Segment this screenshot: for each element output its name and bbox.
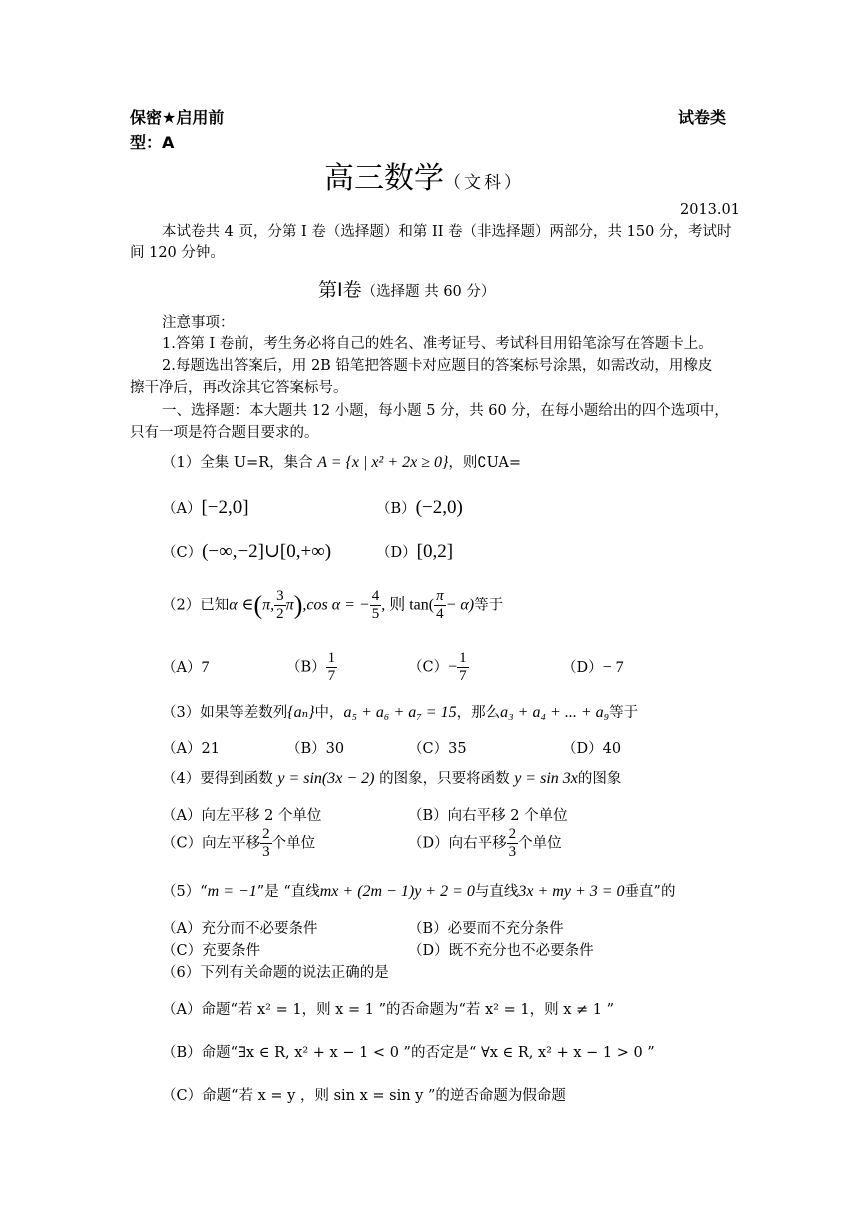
q1-a-value: [−2,0] [201,497,249,518]
q2-b-num: 1 [327,650,336,666]
q4-c-pre: （C）向左平移 [162,835,261,852]
q2-b-fraction [326,650,338,685]
exam-date: 2013.01 [680,202,740,218]
q2-d-label: （D） [562,660,603,676]
q5-line-2: 3x + my + 3 = 0 [518,883,625,900]
q4-pre: （4）要得到函数 [162,771,273,787]
section-note: （选择题 共 60 分） [361,284,496,300]
q4-c-post: 个单位 [271,835,316,852]
q2-post: 等于 [474,597,504,614]
q2-minus: − α) [445,596,475,614]
q2-b-label: （B） [286,659,326,676]
q4-mid: 的图象，只要将函数 [379,771,510,787]
q2-fraction-pi-4 [434,588,446,623]
q2-close-paren: ) [293,590,303,620]
section-title: 第Ⅰ卷 [318,279,362,301]
q2-option-b [286,650,337,685]
q2-fraction-4-5 [370,588,382,623]
q1-b-label: （B） [376,501,416,517]
q4-option-c [162,826,315,861]
q3-post: 等于 [609,705,639,721]
question-4-stem [162,769,621,789]
q1-c-value: (−∞,−2]∪[0,+∞) [202,541,332,562]
q2-pi2: π [285,596,294,614]
q2-c-num: 1 [459,650,467,666]
q2-option-c [408,650,469,685]
intro-line-1: 本试卷共 4 页，分第 I 卷（选择题）和第 II 卷（非选择题）两部分，共 150 分，考试时 [162,224,732,240]
notice-item-1: 1.答第 I 卷前，考生务必将自己的姓名、准考证号、考试科目用铅笔涂写在答题卡上。 [162,336,713,352]
q6-option-a: （A）命题“若 x² = 1，则 x = 1 ”的否命题为“若 x² = 1，则 x ≠ 1 ” [162,1002,614,1018]
question-2-stem [162,588,503,623]
q2-pre: （2）已知 [162,597,230,614]
q1-a-label: （A） [162,501,202,517]
part1-instructions-cont: 只有一项是符合题目要求的。 [130,425,319,441]
q2-a-label: （A） [162,660,202,676]
notice-item-2: 2.每题选出答案后，用 2B 铅笔把答题卡对应题目的答案标号涂黑，如需改动，用橡皮 [162,358,713,374]
question-3-stem [162,703,638,723]
q5-option-b: （B）必要而不充分条件 [408,921,564,937]
q4-c-fraction [260,826,272,861]
question-5-stem [162,882,675,902]
q5-option-d: （D）既不充分也不必要条件 [408,943,594,959]
q3-option-c: （C）35 [408,741,467,757]
q3-sum: a₃ + a₄ + ... + a₉ [500,704,610,721]
q2-then: , 则 tan( [381,596,435,614]
paper-type-value: 型：A [130,133,175,152]
q2-open-paren: ( [253,590,263,620]
q2-c-sign: − [448,658,458,676]
q2-f3-num: π [436,588,444,604]
part1-instructions: 一、选择题：本大题共 12 小题，每小题 5 分，共 60 分，在每小题给出的四个选项中， [162,403,729,419]
q3-option-d: （D）40 [562,741,622,757]
q5-condition: m = −1 [207,883,257,900]
q3-option-a: （A）21 [162,741,220,757]
q2-alpha-in: α ∈ [229,596,254,614]
q2-f3-den: 4 [436,606,444,622]
q3-pre: （3）如果等差数列 [162,705,288,721]
q4-c-den: 3 [262,844,270,860]
q2-c-den: 7 [459,668,467,684]
q1-pre: （1）全集 U=R，集合 [162,455,313,471]
q2-cos: ,cos α = − [302,596,370,614]
q5-line-1: mx + (2m − 1)y + 2 = 0 [319,883,475,900]
q2-option-d [562,658,624,678]
q2-d-value: − 7 [602,659,624,676]
page-title [324,153,524,197]
q1-d-label: （D） [376,545,417,561]
question-1-stem [162,453,521,473]
q4-post: 的图象 [577,771,622,787]
q4-d-num: 2 [508,826,517,842]
q6-option-c: （C）命题“若 x = y ，则 sin x = sin y ”的逆否命题为假命题 [162,1088,566,1104]
q5-and: 与直线 [474,884,519,900]
q1-c-label: （C） [162,545,203,561]
q5-option-a: （A）充分而不必要条件 [162,921,318,937]
intro-line-2: 间 120 分钟。 [130,245,225,261]
q3-mid: 中， [314,705,344,721]
notice-item-2-cont: 擦干净后，再改涂其它答案标号。 [130,380,348,396]
q4-option-a: （A）向左平移 2 个单位 [162,808,322,824]
q1-set-expression: A = {x | x² + 2x ≥ 0} [317,454,449,471]
q3-sequence: {aₙ} [287,704,315,721]
q4-option-d [408,826,562,861]
q2-c-label: （C） [408,659,449,676]
question-1-option-b [376,498,463,519]
q5-option-c: （C）充要条件 [162,943,261,959]
q2-f2-num: 4 [371,588,380,604]
q3-condition: a₅ + a₆ + a₇ = 15 [343,704,457,721]
question-1-option-d [376,542,453,563]
q4-d-post: 个单位 [518,835,562,852]
q1-b-value: (−2,0) [415,497,463,518]
title-main: 高三数学 [324,161,444,196]
q1-d-value: [0,2] [416,541,454,562]
q2-f2-den: 5 [371,606,380,622]
title-sub: （文科） [444,173,524,193]
paper-type-label: 试卷类 [678,108,727,127]
q4-d-fraction [507,826,519,861]
q2-pi: π, [262,596,275,614]
q5-post: 垂直”的 [624,884,676,900]
q2-option-a [162,658,209,678]
q4-d-pre: （D）向右平移 [408,835,507,852]
q5-pre: （5）“ [162,884,208,900]
section-heading [318,275,495,302]
notice-title: 注意事项： [162,315,235,331]
q3-option-b: （B）30 [286,741,345,757]
q4-function-2: y = sin 3x [514,770,578,787]
q5-mid: ”是 “直线 [256,884,320,900]
q1-post: ，则∁UA= [448,455,522,471]
question-6-stem: （6）下列有关命题的说法正确的是 [162,965,389,981]
q2-f1-den: 2 [276,606,284,622]
q4-c-num: 2 [262,826,270,842]
q2-b-den: 7 [327,668,336,684]
q4-function-1: y = sin(3x − 2) [277,770,375,787]
q2-fraction-3-2 [274,588,286,623]
q4-d-den: 3 [508,844,517,860]
q2-a-value: 7 [201,659,210,676]
q3-then: ，那么 [456,705,501,721]
q2-f1-num: 3 [276,588,284,604]
q2-c-fraction [457,650,469,685]
confidential-label: 保密★启用前 [130,108,225,127]
question-1-option-c [162,542,331,563]
q4-option-b: （B）向右平移 2 个单位 [408,808,568,824]
question-1-option-a [162,498,249,519]
q6-option-b: （B）命题“∃x ∈ R, x² + x − 1 < 0 ”的否定是“ ∀x ∈ R, x² + x − 1 > 0 ” [162,1045,655,1061]
